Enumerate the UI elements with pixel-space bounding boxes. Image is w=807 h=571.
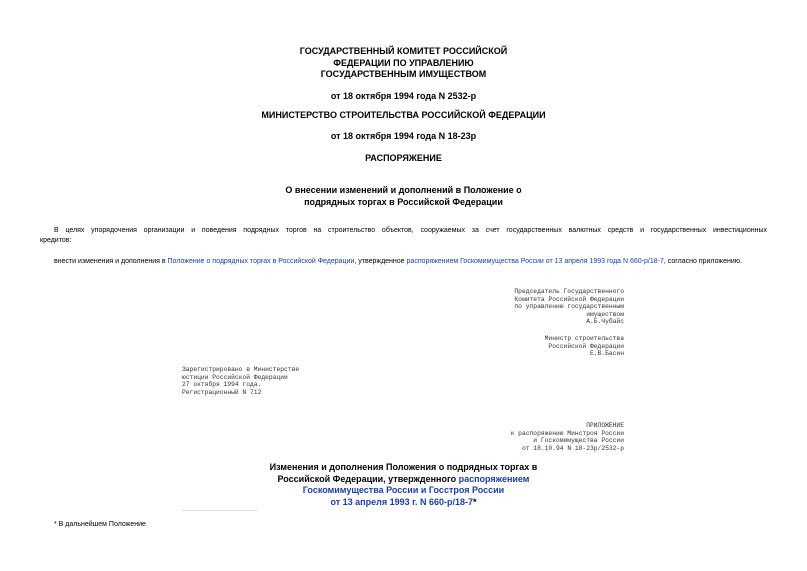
paragraph-intro-line-1: В целях упорядочения организации и поведения подрядных торгов на строительство объектов, сооружаемых за счет государственных валютных средств и государственных инвестиционных xyxy=(54,227,767,234)
resolution-text-post: , согласно приложению. xyxy=(663,258,742,265)
appendix-title-line-2 xyxy=(200,474,607,486)
committee-line-3: ГОСУДАРСТВЕННЫМ ИМУЩЕСТВОМ xyxy=(320,69,487,79)
committee-heading xyxy=(200,46,607,81)
footnote-separator: ____________________ xyxy=(182,505,258,512)
minister-name: Е.В.Басин xyxy=(589,350,624,358)
appendix-title-line-1: Изменения и дополнения Положения о подрядных торгах в xyxy=(269,462,538,472)
chair-line-2: Комитета Российской Федерации xyxy=(514,295,624,303)
registration-line-2: юстиции Российской Федерации xyxy=(182,373,288,381)
footnote-marker: * xyxy=(473,496,477,507)
appendix-title-line-2-text: Российской Федерации, утвержденного xyxy=(277,473,459,484)
appendix-label: ПРИЛОЖЕНИЕ xyxy=(586,422,624,429)
resolution-text-mid: , утвержденное xyxy=(354,258,407,265)
ministry-date: от 18 октября 1994 года N 18-23р xyxy=(330,131,477,141)
appendix-header xyxy=(450,422,624,452)
document-title xyxy=(200,185,607,208)
appendix-line-2: к распоряжению Минстроя России xyxy=(510,429,624,437)
title-line-2: подрядных торгах в Российской Федерации xyxy=(304,196,503,207)
signature-chair xyxy=(470,288,624,326)
appendix-title-date-link[interactable]: от 13 апреля 1993 г. N 660-р/18-7 xyxy=(330,496,473,507)
title-line-1: О внесении изменений и дополнений в Положение о xyxy=(285,185,522,195)
minister-line-1: Министр строительства xyxy=(544,335,624,342)
registration-number: Регистрационный N 712 xyxy=(182,388,262,396)
chair-name: А.Б.Чубайс xyxy=(586,318,624,326)
minister-line-2: Российской Федерации xyxy=(548,342,624,350)
order-link[interactable]: распоряжением Госкомимущества России от 13 апреля 1993 года N 660-р/18-7 xyxy=(406,258,664,265)
paragraph-intro-line-2: кредитов: xyxy=(40,237,72,244)
paragraph-resolution xyxy=(54,257,767,267)
chair-line-3: по управлению государственным xyxy=(514,303,624,311)
chair-line-1: Председатель Государственного xyxy=(514,288,624,295)
registration-line-3: 27 октября 1994 года. xyxy=(182,381,262,389)
appendix-title-line-3[interactable]: Госкомимущества России и Госстроя России xyxy=(302,485,505,495)
appendix-line-4: от 18.10.94 N 18-23р/2532-р xyxy=(521,444,624,452)
appendix-order-link[interactable]: распоряжением xyxy=(458,473,530,484)
committee-date: от 18 октября 1994 года N 2532-р xyxy=(330,91,477,101)
committee-line-2: ФЕДЕРАЦИИ ПО УПРАВЛЕНИЮ xyxy=(333,57,474,68)
footnote-text: * В дальнейшем Положение xyxy=(54,521,146,528)
regulation-link[interactable]: Положение о подрядных торгах в Российской Федерации xyxy=(167,258,355,265)
appendix-title xyxy=(200,462,607,508)
paragraph-intro xyxy=(40,226,767,246)
registration-note xyxy=(182,366,382,396)
ministry-heading: МИНИСТЕРСТВО СТРОИТЕЛЬСТВА РОССИЙСКОЙ ФЕДЕРАЦИИ xyxy=(261,110,546,120)
chair-line-4: имуществом xyxy=(586,310,624,318)
signature-minister xyxy=(470,335,624,358)
document-type: РАСПОРЯЖЕНИЕ xyxy=(365,153,442,163)
appendix-line-3: и Госкомимущества России xyxy=(533,437,624,445)
committee-line-1: ГОСУДАРСТВЕННЫЙ КОМИТЕТ РОССИЙСКОЙ xyxy=(299,46,508,56)
registration-line-1: Зарегистрировано в Министерстве xyxy=(182,366,300,373)
resolution-text-pre: внести изменения и дополнения в xyxy=(54,258,168,265)
